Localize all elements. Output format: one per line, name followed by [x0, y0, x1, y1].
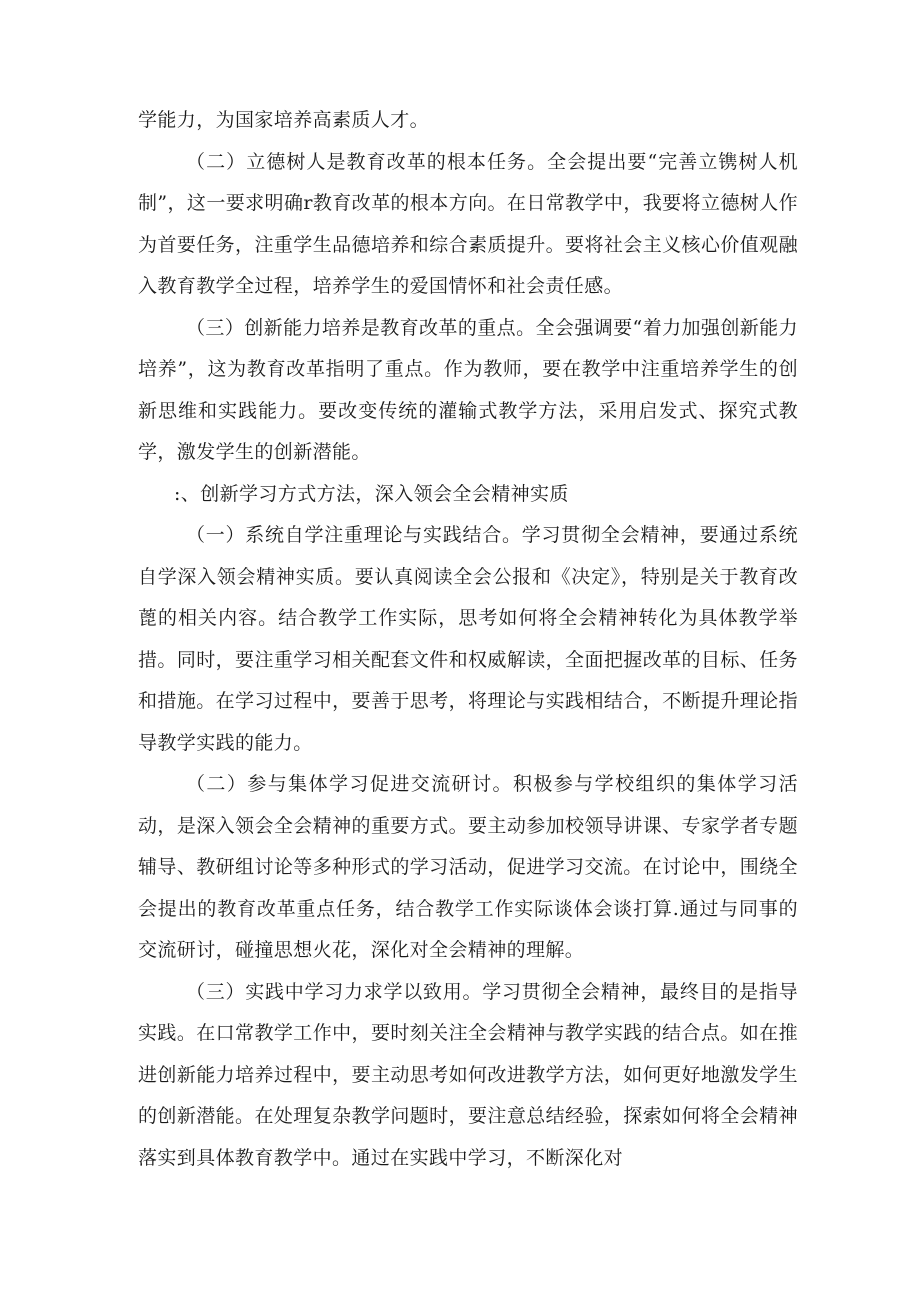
paragraph-innovation-ability: （三）创新能力培养是教育改革的重点。全会强调要“着力加强创新能力培养”，这为教育改革指明了重点。作为教师，要在教学中注重培养学生的创新思维和实践能力。要改变传统的灌输式教学方法，采用启发式、探究式教学，激发学生的创新潜能。: [138, 316, 798, 463]
paragraph-self-study: （一）系统自学注重理论与实践结合。学习贯彻全会精神，要通过系统自学深入领会精神实质。要认真阅读全会公报和《决定》，特别是关于教育改蓖的相关内容。结合教学工作实际，思考如何将全会精神转化为具体教学举措。同时，要注重学习相关配套文件和权威解读，全面把握改革的目标、任务和措施。在学习过程中，要善于思考，将理论与实践相结合，不断提升理论指导教学实践的能力。: [138, 524, 798, 754]
paragraph-practice-study: （三）实践中学习力求学以致用。学习贯彻全会精神，最终目的是指导实践。在口常教学工作中，要时刻关注全会精神与教学实践的结合点。如在推进创新能力培养过程中，要主动思考如何改进教学方法，如何更好地激发学生的创新潜能。在处理复杂教学问题时，要注意总结经验，探索如何将全会精神落实到具体教育教学中。通过在实践中学习，不断深化对: [138, 980, 798, 1169]
section-heading: :、创新学习方式方法，深入领会全会精神实质: [174, 482, 569, 505]
paragraph-continuation: 学能力，为国家培养高素质人才。: [138, 109, 430, 131]
paragraph-moral-education: （二）立德树人是教育改革的根本任务。全会提出要“完善立镌树人机制”，这一要求明确r教育改革的根本方向。在日常教学中，我要将立德树人作为首要任务，注重学生品德培养和综合素质提升。要将社会主义核心价值观融入教育教学全过程，培养学生的爱国情怀和社会责任感。: [138, 150, 798, 297]
paragraph-group-study: （二）参与集体学习促进交流研讨。积极参与学校组织的集体学习活动，是深入领会全会精神的重要方式。要主动参加校领导讲课、专家学者专题辅导、教研组讨论等多种形式的学习活动，促进学习交流。在讨论中，围绕全会提出的教育改革重点任务，结合教学工作实际谈体会谈打算.通过与同事的交流研讨，碰撞思想火花，深化对全会精神的理解。: [138, 773, 798, 961]
document-body: [138, 100, 798, 1179]
